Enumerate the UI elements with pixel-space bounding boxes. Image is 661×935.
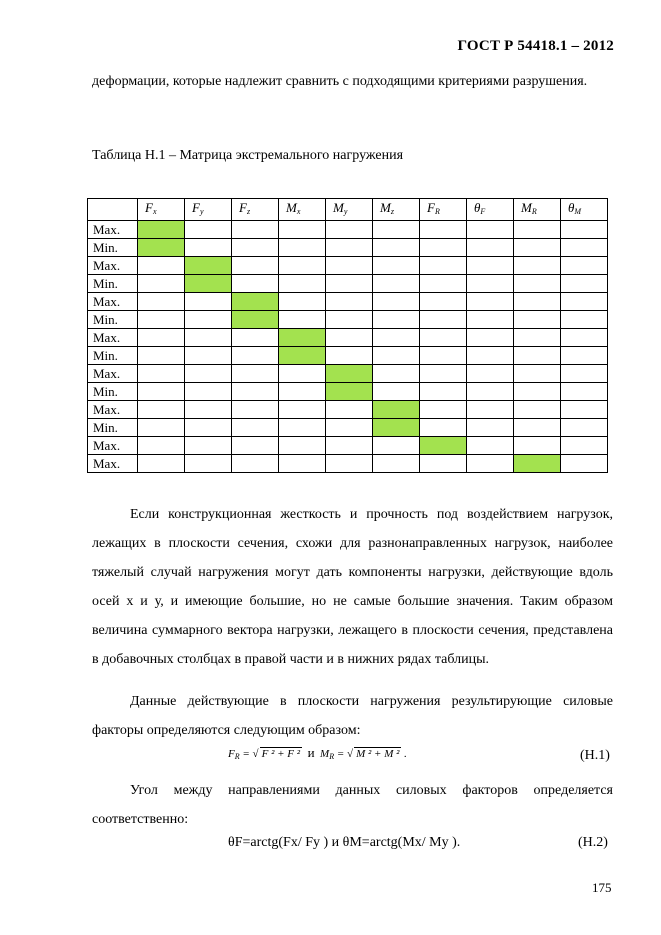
row-label: Max. bbox=[88, 257, 138, 275]
matrix-cell bbox=[138, 419, 185, 437]
equation-angles: θF=arctg(Fx/ Fy ) и θM=arctg(Mx/ My ). bbox=[228, 835, 461, 850]
matrix-cell bbox=[232, 401, 279, 419]
matrix-cell bbox=[279, 239, 326, 257]
matrix-cell bbox=[561, 329, 608, 347]
matrix-cell bbox=[279, 293, 326, 311]
page-number: 175 bbox=[592, 880, 612, 895]
matrix-cell bbox=[185, 383, 232, 401]
eq1-end: . bbox=[404, 748, 407, 760]
highlighted-cell bbox=[326, 365, 373, 383]
eq1-lhs1-sub: R bbox=[234, 752, 240, 761]
table-row bbox=[88, 239, 608, 257]
matrix-cell bbox=[514, 419, 561, 437]
matrix-cell bbox=[373, 365, 420, 383]
column-symbol: M bbox=[333, 200, 344, 215]
column-subscript: F bbox=[480, 207, 486, 216]
table-row bbox=[88, 293, 608, 311]
matrix-cell bbox=[373, 455, 420, 473]
matrix-corner-cell bbox=[88, 199, 138, 221]
highlighted-cell bbox=[373, 401, 420, 419]
table-row bbox=[88, 347, 608, 365]
matrix-cell bbox=[185, 311, 232, 329]
matrix-cell bbox=[514, 257, 561, 275]
matrix-cell bbox=[467, 347, 514, 365]
highlighted-cell bbox=[373, 419, 420, 437]
equation-number-h1: (Н.1) bbox=[580, 748, 610, 763]
matrix-cell bbox=[279, 365, 326, 383]
matrix-column-header bbox=[138, 199, 185, 221]
matrix-cell bbox=[420, 383, 467, 401]
matrix-cell bbox=[561, 383, 608, 401]
highlighted-cell bbox=[138, 239, 185, 257]
matrix-cell bbox=[232, 419, 279, 437]
matrix-cell bbox=[514, 275, 561, 293]
matrix-cell bbox=[420, 401, 467, 419]
matrix-cell bbox=[185, 329, 232, 347]
paragraph-intro: деформации, которые надлежит сравнить с подходящими критериями разрушения. bbox=[92, 74, 588, 89]
matrix-cell bbox=[138, 329, 185, 347]
matrix-cell bbox=[326, 239, 373, 257]
highlighted-cell bbox=[138, 221, 185, 239]
column-subscript: R bbox=[434, 207, 440, 216]
matrix-cell bbox=[467, 275, 514, 293]
row-label: Min. bbox=[88, 383, 138, 401]
table-row bbox=[88, 329, 608, 347]
matrix-cell bbox=[561, 293, 608, 311]
matrix-cell bbox=[373, 329, 420, 347]
matrix-cell bbox=[373, 275, 420, 293]
document-header: ГОСТ Р 54418.1 – 2012 bbox=[457, 38, 614, 54]
paragraph-resultant-intro: Данные действующие в плоскости нагружения результирующие силовые факторы определяются следующим образом: bbox=[92, 694, 613, 738]
matrix-cell bbox=[561, 437, 608, 455]
matrix-cell bbox=[420, 347, 467, 365]
matrix-cell bbox=[185, 347, 232, 365]
column-symbol: M bbox=[286, 200, 297, 215]
matrix-cell bbox=[279, 401, 326, 419]
matrix-cell bbox=[373, 221, 420, 239]
matrix-cell bbox=[138, 365, 185, 383]
matrix-cell bbox=[232, 455, 279, 473]
column-symbol: F bbox=[192, 200, 200, 215]
matrix-column-header bbox=[373, 199, 420, 221]
matrix-column-header bbox=[467, 199, 514, 221]
matrix-cell bbox=[232, 347, 279, 365]
matrix-cell bbox=[232, 365, 279, 383]
matrix-cell bbox=[467, 257, 514, 275]
matrix-cell bbox=[326, 347, 373, 365]
matrix-cell bbox=[514, 347, 561, 365]
matrix-cell bbox=[279, 221, 326, 239]
row-label: Min. bbox=[88, 239, 138, 257]
matrix-cell bbox=[467, 293, 514, 311]
column-subscript: x bbox=[152, 207, 157, 216]
matrix-cell bbox=[467, 455, 514, 473]
highlighted-cell bbox=[232, 311, 279, 329]
matrix-cell bbox=[561, 419, 608, 437]
matrix-cell bbox=[373, 437, 420, 455]
row-label: Max. bbox=[88, 293, 138, 311]
matrix-cell bbox=[467, 401, 514, 419]
row-label: Max. bbox=[88, 365, 138, 383]
equation-number-h2: (Н.2) bbox=[578, 835, 608, 850]
matrix-cell bbox=[561, 347, 608, 365]
column-symbol: M bbox=[521, 200, 532, 215]
column-symbol: F bbox=[427, 200, 435, 215]
matrix-cell bbox=[420, 293, 467, 311]
eq1-radicand2: M ² + M ² bbox=[356, 748, 400, 760]
matrix-cell bbox=[138, 437, 185, 455]
matrix-cell bbox=[326, 293, 373, 311]
paragraph-explanation: Если конструкционная жесткость и прочность под воздействием нагрузок, лежащих в плоскости сечения, схожи для разнонаправленных нагрузок, наиболее тяжелый случай нагружения могут дать компоненты нагрузки, действующие вдоль осей х и у, и имеющие большие, но не самые большие значения. Таким образом величина суммарного вектора нагрузки, лежащего в плоскости сечения, представлена в добавочных столбцах в правой части и в нижних рядах таблицы. bbox=[92, 507, 613, 667]
row-label: Max. bbox=[88, 401, 138, 419]
matrix-cell bbox=[420, 419, 467, 437]
matrix-cell bbox=[232, 329, 279, 347]
matrix-cell bbox=[185, 419, 232, 437]
row-label: Min. bbox=[88, 347, 138, 365]
highlighted-cell bbox=[279, 329, 326, 347]
matrix-cell bbox=[138, 347, 185, 365]
column-symbol: θ bbox=[474, 200, 481, 215]
matrix-column-header bbox=[185, 199, 232, 221]
table-row bbox=[88, 455, 608, 473]
matrix-cell bbox=[138, 311, 185, 329]
matrix-cell bbox=[373, 311, 420, 329]
eq1-joiner: и bbox=[307, 745, 315, 760]
matrix-cell bbox=[185, 401, 232, 419]
matrix-cell bbox=[514, 311, 561, 329]
matrix-cell bbox=[514, 401, 561, 419]
matrix-cell bbox=[561, 257, 608, 275]
matrix-cell bbox=[373, 383, 420, 401]
matrix-cell bbox=[373, 257, 420, 275]
column-subscript: M bbox=[574, 207, 582, 216]
matrix-cell bbox=[326, 275, 373, 293]
matrix-cell bbox=[138, 293, 185, 311]
equation-resultants: $F_R$ = √ F ² + F ² и $M_R$ = √ M ² + M ² . bbox=[228, 745, 407, 761]
matrix-cell bbox=[326, 311, 373, 329]
matrix-cell bbox=[467, 239, 514, 257]
matrix-cell bbox=[232, 239, 279, 257]
matrix-cell bbox=[514, 221, 561, 239]
table-row bbox=[88, 221, 608, 239]
table-row bbox=[88, 365, 608, 383]
highlighted-cell bbox=[185, 257, 232, 275]
matrix-cell bbox=[561, 401, 608, 419]
row-label: Min. bbox=[88, 419, 138, 437]
matrix-cell bbox=[420, 239, 467, 257]
table-row bbox=[88, 419, 608, 437]
matrix-cell bbox=[279, 311, 326, 329]
matrix-cell bbox=[185, 221, 232, 239]
matrix-cell bbox=[420, 455, 467, 473]
row-label: Max. bbox=[88, 455, 138, 473]
row-label: Min. bbox=[88, 311, 138, 329]
matrix-column-header bbox=[279, 199, 326, 221]
row-label: Max. bbox=[88, 221, 138, 239]
column-symbol: M bbox=[380, 200, 391, 215]
column-subscript: z bbox=[390, 207, 394, 216]
column-subscript: R bbox=[531, 207, 537, 216]
eq1-lhs2: M bbox=[320, 748, 330, 760]
matrix-cell bbox=[467, 383, 514, 401]
matrix-header-row bbox=[88, 199, 608, 221]
paragraph-angle: Угол между направлениями данных силовых факторов определяется соответственно: bbox=[92, 783, 613, 827]
matrix-cell bbox=[561, 275, 608, 293]
matrix-cell bbox=[467, 329, 514, 347]
table-row bbox=[88, 311, 608, 329]
matrix-cell bbox=[420, 221, 467, 239]
matrix-column-header bbox=[326, 199, 373, 221]
matrix-cell bbox=[138, 401, 185, 419]
matrix-cell bbox=[420, 329, 467, 347]
matrix-cell bbox=[185, 239, 232, 257]
matrix-cell bbox=[138, 455, 185, 473]
matrix-cell bbox=[326, 401, 373, 419]
highlighted-cell bbox=[232, 293, 279, 311]
matrix-cell bbox=[185, 293, 232, 311]
table-row bbox=[88, 275, 608, 293]
matrix-cell bbox=[326, 455, 373, 473]
table-row bbox=[88, 257, 608, 275]
column-symbol: F bbox=[145, 200, 153, 215]
highlighted-cell bbox=[420, 437, 467, 455]
matrix-cell bbox=[279, 419, 326, 437]
matrix-cell bbox=[232, 275, 279, 293]
matrix-cell bbox=[467, 365, 514, 383]
matrix-cell bbox=[326, 437, 373, 455]
matrix-cell bbox=[185, 437, 232, 455]
matrix-cell bbox=[185, 365, 232, 383]
column-subscript: x bbox=[296, 207, 301, 216]
matrix-cell bbox=[514, 329, 561, 347]
table-caption: Таблица Н.1 – Матрица экстремального нагружения bbox=[92, 148, 404, 163]
matrix-cell bbox=[326, 221, 373, 239]
matrix-column-header bbox=[561, 199, 608, 221]
matrix-cell bbox=[326, 329, 373, 347]
highlighted-cell bbox=[326, 383, 373, 401]
row-label: Min. bbox=[88, 275, 138, 293]
matrix-cell bbox=[232, 257, 279, 275]
matrix-cell bbox=[326, 419, 373, 437]
matrix-cell bbox=[420, 365, 467, 383]
matrix-cell bbox=[326, 257, 373, 275]
matrix-cell bbox=[561, 455, 608, 473]
column-symbol: θ bbox=[568, 200, 575, 215]
eq1-lhs2-sub: R bbox=[329, 752, 335, 761]
matrix-cell bbox=[138, 383, 185, 401]
highlighted-cell bbox=[514, 455, 561, 473]
matrix-column-header bbox=[232, 199, 279, 221]
matrix-cell bbox=[279, 257, 326, 275]
row-label: Max. bbox=[88, 329, 138, 347]
column-subscript: y bbox=[343, 207, 348, 216]
eq1-radicand1: F ² + F ² bbox=[261, 748, 301, 760]
matrix-cell bbox=[561, 239, 608, 257]
matrix-cell bbox=[514, 293, 561, 311]
matrix-cell bbox=[373, 347, 420, 365]
table-row bbox=[88, 401, 608, 419]
matrix-cell bbox=[279, 437, 326, 455]
matrix-cell bbox=[514, 437, 561, 455]
row-label: Max. bbox=[88, 437, 138, 455]
matrix-cell bbox=[467, 311, 514, 329]
matrix-cell bbox=[561, 365, 608, 383]
matrix-cell bbox=[279, 383, 326, 401]
matrix-cell bbox=[514, 239, 561, 257]
matrix-cell bbox=[467, 419, 514, 437]
matrix-cell bbox=[279, 455, 326, 473]
column-subscript: z bbox=[246, 207, 251, 216]
matrix-cell bbox=[232, 437, 279, 455]
matrix-cell bbox=[138, 275, 185, 293]
table-row bbox=[88, 437, 608, 455]
matrix-cell bbox=[467, 221, 514, 239]
matrix-cell bbox=[561, 221, 608, 239]
matrix-cell bbox=[467, 437, 514, 455]
matrix-column-header bbox=[420, 199, 467, 221]
matrix-cell bbox=[232, 221, 279, 239]
column-subscript: y bbox=[199, 207, 204, 216]
matrix-cell bbox=[420, 257, 467, 275]
matrix-cell bbox=[514, 383, 561, 401]
matrix-cell bbox=[561, 311, 608, 329]
matrix-cell bbox=[185, 455, 232, 473]
matrix-cell bbox=[232, 383, 279, 401]
extreme-loading-matrix bbox=[87, 198, 608, 473]
matrix-cell bbox=[373, 293, 420, 311]
matrix-column-header bbox=[514, 199, 561, 221]
matrix-cell bbox=[420, 275, 467, 293]
matrix-cell bbox=[279, 275, 326, 293]
eq1-lhs1: F bbox=[228, 748, 235, 760]
highlighted-cell bbox=[279, 347, 326, 365]
matrix-cell bbox=[420, 311, 467, 329]
matrix-cell bbox=[373, 239, 420, 257]
matrix-cell bbox=[138, 257, 185, 275]
matrix-cell bbox=[514, 365, 561, 383]
table-row bbox=[88, 383, 608, 401]
highlighted-cell bbox=[185, 275, 232, 293]
column-symbol: F bbox=[239, 200, 247, 215]
